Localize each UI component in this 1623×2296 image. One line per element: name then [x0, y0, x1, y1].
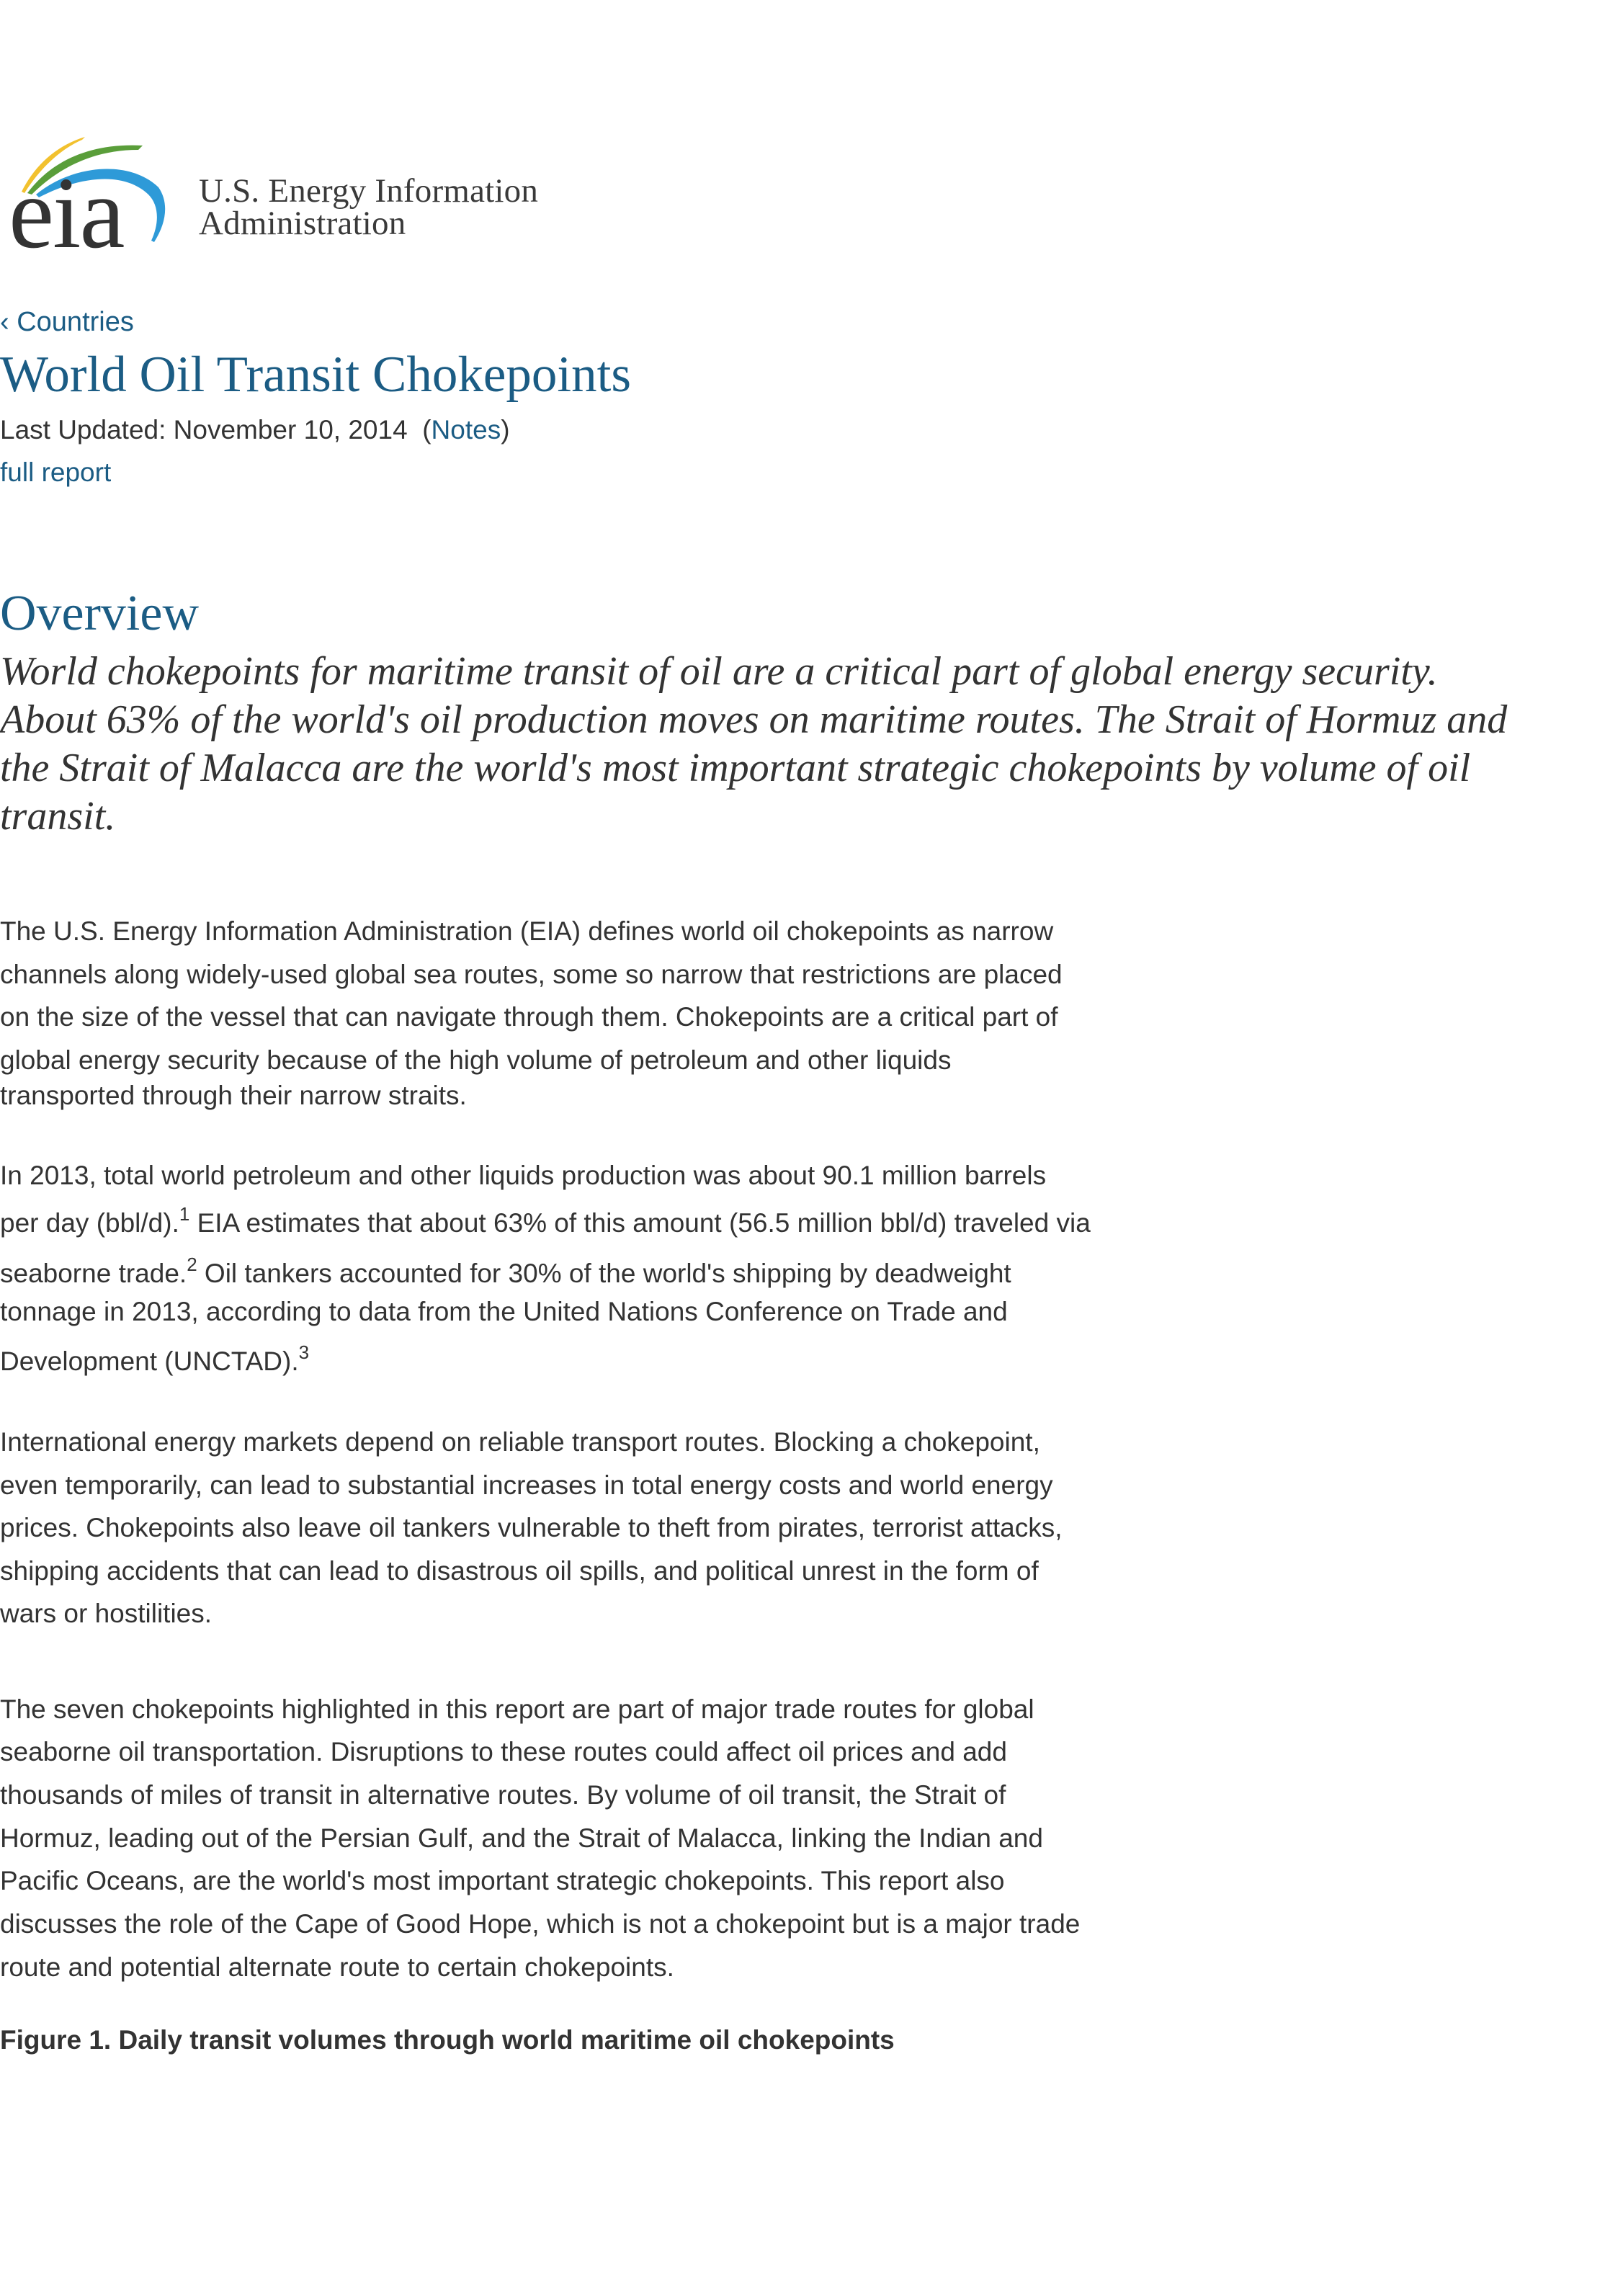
logo-name-line1: U.S. Energy Information	[199, 172, 539, 210]
chevron-left-icon: ‹	[0, 307, 9, 337]
eia-logo[interactable]	[6, 130, 582, 269]
paragraph4-line: Hormuz, leading out of the Persian Gulf, and the Strait of Malacca, linking the Indian and	[0, 1823, 1043, 1853]
paragraph1-line: The U.S. Energy Information Administration (EIA) defines world oil chokepoints as narrow	[0, 916, 1054, 946]
intro-line: the Strait of Malacca are the world's most important strategic chokepoints by volume of oil	[0, 746, 1471, 790]
paragraph1-line: channels along widely-used global sea routes, some so narrow that restrictions are placed	[0, 960, 1063, 989]
notes-link[interactable]: Notes	[431, 415, 501, 445]
intro-line: transit.	[0, 794, 116, 839]
paragraph3-line: even temporarily, can lead to substantial increases in total energy costs and world energy	[0, 1470, 1053, 1500]
paragraph4-line: discusses the role of the Cape of Good Hope, which is not a chokepoint but is a major trade	[0, 1909, 1081, 1939]
paragraph2-line	[0, 1254, 1011, 1292]
paragraph3-line: wars or hostilities.	[0, 1599, 213, 1628]
paragraph4-line: thousands of miles of transit in alternative routes. By volume of oil transit, the Strait of	[0, 1780, 1006, 1810]
paragraph4-line: route and potential alternate route to certain chokepoints.	[0, 1952, 674, 1982]
last-updated	[0, 414, 510, 447]
intro-line: About 63% of the world's oil production moves on maritime routes. The Strait of Hormuz and	[0, 697, 1508, 742]
paragraph2-text: per day (bbl/d).	[0, 1208, 179, 1238]
footnote-ref-2[interactable]: 2	[187, 1254, 197, 1275]
figure-caption: Figure 1. Daily transit volumes through world maritime oil chokepoints	[0, 2025, 895, 2055]
logo-letters: eia	[9, 156, 124, 269]
notes-close-paren: )	[501, 415, 510, 445]
paragraph2-line: tonnage in 2013, according to data from the United Nations Conference on Trade and	[0, 1297, 1008, 1326]
paragraph1-line: transported through their narrow straits.	[0, 1081, 467, 1110]
paragraph2-text: seaborne trade.	[0, 1259, 187, 1288]
paragraph3-line: prices. Chokepoints also leave oil tankers vulnerable to theft from pirates, terrorist attacks,	[0, 1513, 1063, 1542]
paragraph3-line: International energy markets depend on reliable transport routes. Blocking a chokepoint,	[0, 1427, 1040, 1457]
paragraph2-text: Development (UNCTAD).	[0, 1346, 299, 1376]
breadcrumb-label: Countries	[17, 307, 134, 337]
footnote-ref-3[interactable]: 3	[298, 1341, 310, 1363]
paragraph3-line: shipping accidents that can lead to disastrous oil spills, and political unrest in the form of	[0, 1556, 1039, 1586]
paragraph2-line	[0, 1341, 310, 1380]
section-heading-overview: Overview	[0, 586, 200, 641]
page-title: World Oil Transit Chokepoints	[0, 347, 631, 403]
paragraph2-text: Oil tankers accounted for 30% of the world's shipping by deadweight	[197, 1259, 1011, 1288]
intro-line: World chokepoints for maritime transit of oil are a critical part of global energy security.	[0, 649, 1438, 694]
paragraph4-line: seaborne oil transportation. Disruptions to these routes could affect oil prices and add	[0, 1737, 1007, 1766]
paragraph4-line: The seven chokepoints highlighted in this report are part of major trade routes for global	[0, 1694, 1034, 1724]
paragraph2-line: In 2013, total world petroleum and other liquids production was about 90.1 million barrels	[0, 1161, 1047, 1190]
full-report-link[interactable]: full report	[0, 457, 112, 487]
logo-name-line2: Administration	[199, 205, 406, 242]
paragraph1-line: on the size of the vessel that can navigate through them. Chokepoints are a critical part of	[0, 1002, 1058, 1032]
paragraph2-text: EIA estimates that about 63% of this amount (56.5 million bbl/d) traveled via	[189, 1208, 1091, 1238]
breadcrumb-countries-link[interactable]	[0, 305, 134, 339]
paragraph2-line	[0, 1203, 1091, 1242]
last-updated-text: Last Updated: November 10, 2014	[0, 415, 408, 445]
paragraph4-line: Pacific Oceans, are the world's most important strategic chokepoints. This report also	[0, 1866, 1005, 1895]
paragraph1-line: global energy security because of the high volume of petroleum and other liquids	[0, 1045, 952, 1075]
notes-open-paren: (	[422, 415, 432, 445]
footnote-ref-1[interactable]: 1	[179, 1203, 190, 1225]
